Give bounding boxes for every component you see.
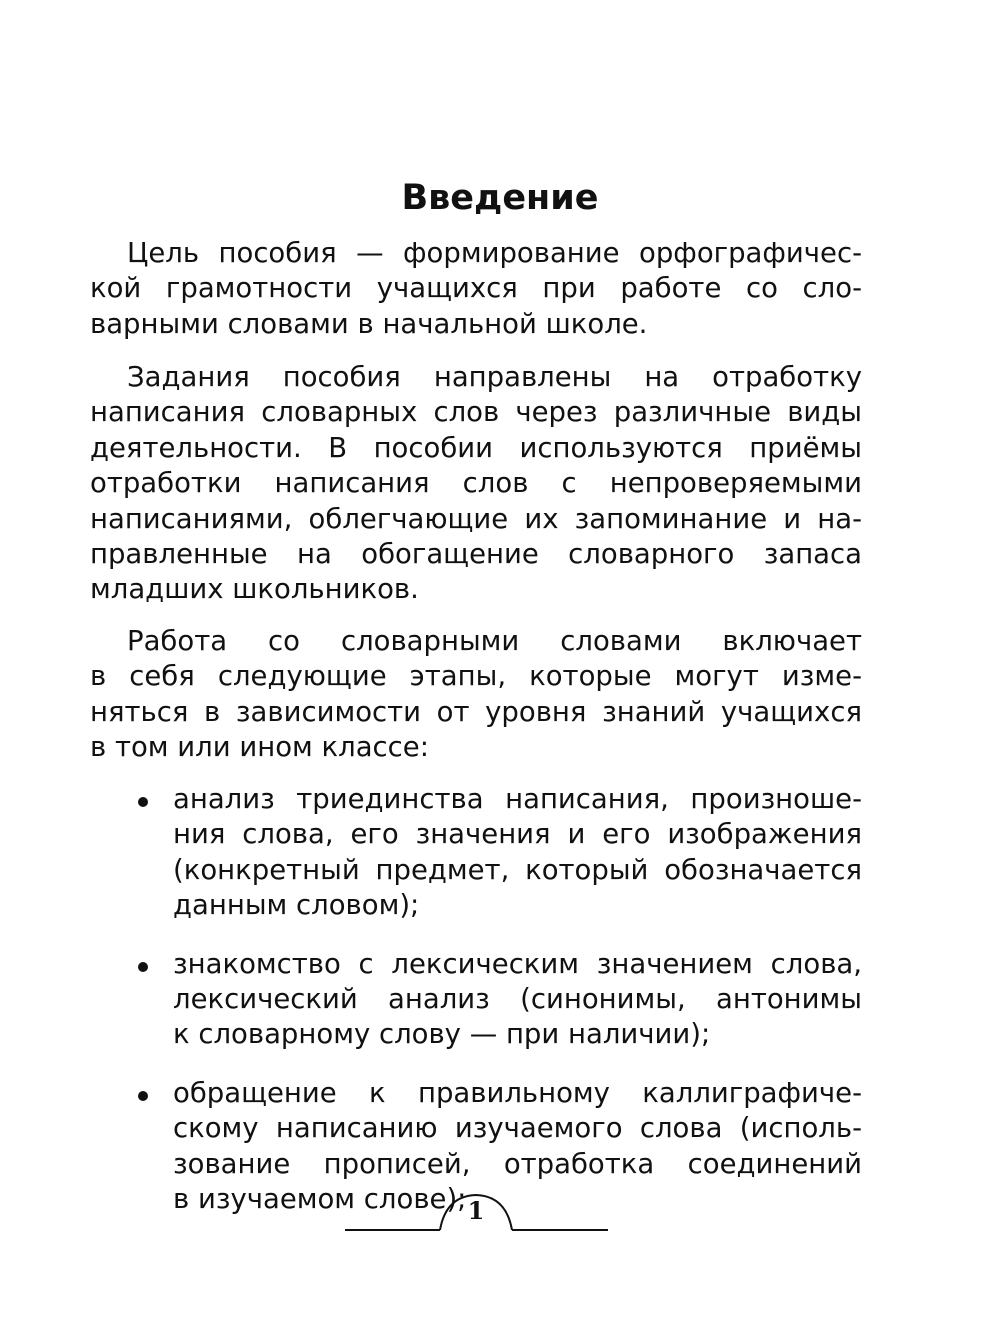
paragraph-line: Задания пособия направлены на отработку — [127, 361, 862, 393]
paragraph-line: деятельности. В пособии используются приёмы — [90, 431, 862, 464]
paragraph-line: кой грамотности учащихся при работе со сло- — [90, 272, 862, 305]
bullet-icon — [138, 797, 148, 807]
bullet-icon — [138, 962, 148, 972]
list-item-line: лексический анализ (синонимы, антонимы — [173, 983, 862, 1016]
list-item-line: зование прописей, отработка соединений — [173, 1147, 862, 1180]
list-item — [90, 947, 862, 1053]
stages-list — [90, 782, 862, 1240]
paragraph-line: написаниями, облегчающие их запоминание и на- — [90, 502, 862, 535]
paragraph-line: в себя следующие этапы, которые могут изме- — [90, 660, 862, 693]
list-item-line: анализ триединства написания, произноше- — [173, 783, 862, 815]
list-item-line: к словарному слову — при наличии); — [173, 1018, 711, 1051]
paragraph-line: правленные на обогащение словарного запаса — [90, 538, 862, 571]
list-item-line: ния слова, его значения и его изображения — [173, 818, 862, 851]
paragraph-goal — [90, 236, 862, 342]
paragraph-line: написания словарных слов через различные виды — [90, 396, 862, 429]
list-item-line: (конкретный предмет, который обозначается — [173, 853, 862, 886]
paragraph-tasks — [90, 360, 862, 608]
list-item-line: данным словом); — [173, 889, 420, 922]
paragraph-stages — [90, 624, 862, 766]
paragraph-line: Цель пособия — формирование орфографичес- — [127, 237, 862, 269]
list-item-line: скому написанию изучаемого слова (исполь- — [173, 1112, 862, 1145]
paragraph-line: варными словами в начальной школе. — [90, 307, 648, 340]
list-item-line: знакомство с лексическим значением слова, — [173, 947, 862, 980]
paragraph-line: Работа со словарными словами включает — [127, 625, 862, 657]
paragraph-line: младших школьников. — [90, 573, 419, 606]
page-number: 1 — [467, 1196, 485, 1225]
list-item — [90, 782, 862, 924]
page-title: Введение — [401, 178, 599, 218]
bullet-icon — [138, 1091, 148, 1101]
paragraph-line: в том или ином классе: — [90, 731, 429, 764]
paragraph-line: отработки написания слов с непроверяемыми — [90, 467, 862, 500]
list-item-line: в изучаемом слове); — [173, 1183, 467, 1216]
paragraph-line: няться в зависимости от уровня знаний учащихся — [90, 695, 862, 728]
list-item-line: обращение к правильному каллиграфиче- — [173, 1076, 862, 1109]
